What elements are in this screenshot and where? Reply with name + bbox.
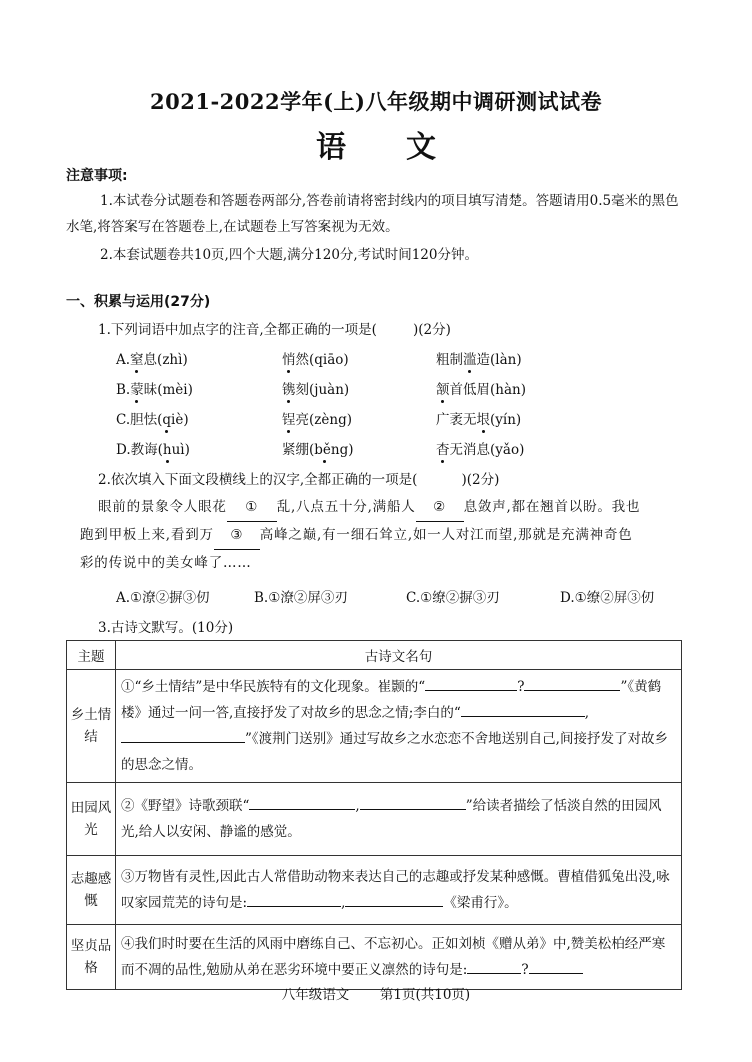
word-rest: 胆	[130, 412, 144, 428]
dotted-char: 蒙	[130, 382, 144, 398]
passage-line-1	[98, 494, 692, 522]
q1-option-label: C.	[116, 412, 131, 428]
answer-blank[interactable]	[467, 973, 521, 974]
row-content	[116, 856, 682, 925]
content-text: ③万物皆有灵性,因此古人常借助动物来表达自己的志趣或抒发某种感慨。曹植借狐兔出没,咏叹家园荒芜的诗句是:	[121, 869, 670, 911]
col-theme-header: 主题	[67, 641, 116, 670]
notice-heading: 注意事项:	[66, 168, 128, 184]
q1-option-d-word2	[282, 438, 354, 458]
section-1-heading: 一、积累与运用(27分)	[66, 294, 211, 310]
row-theme: 志趣感慨	[67, 856, 116, 925]
row-theme: 乡土情结	[67, 670, 116, 783]
q1-option-c-word2	[282, 408, 352, 428]
passage-text: 眼前的景象令人眼花	[98, 499, 227, 515]
dotted-char: 锃	[282, 412, 296, 428]
row-content	[116, 670, 682, 783]
passage-blank-1: ①	[227, 494, 277, 522]
content-text: 《黄鹤楼》通过一问一答,直接抒发了对故乡的思念之情;李白的“	[121, 679, 662, 721]
poetry-table-header	[67, 641, 682, 670]
passage-line-3: 彩的传说中的美女峰了……	[80, 555, 252, 571]
row-theme: 坚贞品格	[67, 925, 116, 990]
q1-option-b-word2	[282, 378, 349, 398]
question-2-passage	[80, 494, 692, 577]
answer-blank[interactable]	[249, 809, 355, 810]
table-row	[67, 856, 682, 925]
exam-subject: 语文	[316, 130, 496, 165]
content-text: ”《渡荆门送别》通过写故乡之水恋恋不舍地送别自己,间接抒发了对故乡的思念之情。	[121, 731, 668, 773]
footer-page-number: 第1页(共10页)	[379, 987, 471, 1003]
page-footer	[0, 983, 752, 1003]
passage-blank-3: ③	[214, 522, 260, 550]
answer-blank[interactable]	[345, 906, 443, 907]
word-rest: 昧(mèi)	[143, 382, 193, 398]
dotted-char: 杳	[436, 442, 450, 458]
passage-text: 乱,八点五十分,满船人	[276, 499, 416, 515]
dotted-char: 镌	[282, 382, 296, 398]
answer-blank[interactable]	[524, 690, 620, 691]
word-rest: 造(làn)	[476, 352, 522, 368]
passage-text: 高峰之巅,有一细石耸立,如一人对江而望,那就是充满神奇色	[259, 527, 633, 543]
row-theme: 田园风光	[67, 783, 116, 856]
passage-line-2	[80, 522, 692, 550]
answer-blank[interactable]	[529, 973, 583, 974]
word-rest: 息(zhì)	[143, 352, 188, 368]
q1-option-d-word3	[436, 438, 524, 458]
dotted-char: 悄	[282, 352, 296, 368]
question-3-stem: 3.古诗文默写。(10分)	[98, 620, 234, 636]
row-content	[116, 925, 682, 990]
word-rest: 紧	[282, 442, 296, 458]
q1-option-label: D.	[116, 442, 131, 458]
q1-option-label: A.	[116, 352, 131, 368]
word-rest: 首低眉(hàn)	[449, 382, 526, 398]
col-lines-header: 古诗文名句	[116, 641, 682, 670]
q2-option-a: A.①潦②摒③仞	[116, 590, 210, 606]
q1-option-b-word1	[116, 378, 193, 398]
exam-title: 2021-2022学年(上)八年级期中调研测试试卷	[150, 89, 602, 114]
footer-subject: 八年级语文	[281, 987, 350, 1003]
table-row	[67, 670, 682, 783]
answer-blank[interactable]	[121, 742, 245, 743]
content-text: ,	[341, 895, 346, 911]
content-text: ?	[517, 679, 525, 695]
dotted-char: 绷(běng)	[295, 442, 354, 458]
content-text: ,	[584, 705, 590, 721]
content-text: ①“乡土情结”是中华民族特有的文化现象。崔颢的“	[121, 679, 426, 695]
question-2-score: )(2分)	[461, 472, 500, 488]
notice-item-2: 2.本套试题卷共10页,四个大题,满分120分,考试时间120分钟。	[100, 247, 478, 263]
row-content	[116, 783, 682, 856]
content-text: ④我们时时要在生活的风雨中磨练自己、不忘初心。正如刘桢《赠从弟》中,赞美松柏经严寒而不凋的品性,勉励从弟在恶劣环境中要正义凛然的诗句是:	[121, 936, 666, 978]
word-rest: 无消息(yǎo)	[449, 442, 525, 458]
table-row	[67, 783, 682, 856]
q1-option-b-word3	[436, 378, 526, 398]
q2-option-b: B.①潦②屏③刃	[254, 590, 348, 606]
question-2-stem-text: 2.依次填入下面文段横线上的汉字,全都正确的一项是(	[98, 472, 418, 488]
word-rest: 粗制	[436, 352, 463, 368]
q1-option-label: B.	[116, 382, 131, 398]
passage-text: 息敛声,都在翘首以盼。我也	[463, 499, 641, 515]
q2-option-c: C.①缭②摒③刃	[406, 590, 500, 606]
word-rest: 教	[130, 442, 145, 458]
passage-blank-2: ②	[416, 494, 464, 522]
content-text: ②《野望》诗歌颈联“	[121, 798, 250, 814]
notice-item-1: 1.本试卷分试题卷和答题卷两部分,答卷前请将密封线内的项目填写清楚。答题请用0.5毫米的黑色水笔,将答案写在答题卷上,在试题卷上写答案视为无效。	[66, 193, 679, 235]
answer-blank[interactable]	[360, 809, 466, 810]
dotted-char: 垠	[476, 412, 490, 428]
poetry-table	[66, 640, 682, 990]
word-rest: 亮(zèng)	[295, 412, 352, 428]
q1-option-d-word1	[116, 438, 190, 458]
q1-option-c-word3	[436, 408, 521, 428]
q1-option-a-word3	[436, 348, 522, 368]
content-text: 《梁甫行》。	[443, 895, 518, 911]
question-2-stem	[98, 468, 499, 488]
content-text: ”	[620, 679, 628, 695]
dotted-char: 颔	[436, 382, 450, 398]
q2-option-d: D.①缭②屏③仞	[560, 590, 655, 606]
question-1-stem-text: 1.下列词语中加点字的注音,全都正确的一项是(	[98, 322, 377, 338]
answer-blank[interactable]	[247, 906, 341, 907]
answer-blank[interactable]	[461, 716, 585, 717]
word-rest: (yín)	[490, 412, 522, 428]
question-1-score: )(2分)	[412, 322, 451, 338]
word-rest: 广袤无	[436, 412, 477, 428]
passage-text: 跑到甲板上来,看到万	[80, 527, 214, 543]
q1-option-a-word2	[282, 348, 349, 368]
q1-option-a-word1	[116, 348, 188, 368]
content-text: ,	[355, 798, 360, 814]
dotted-char: 怯(qiè)	[143, 412, 189, 428]
table-row	[67, 925, 682, 990]
answer-blank[interactable]	[425, 690, 517, 691]
dotted-char: 窒	[130, 352, 144, 368]
question-1-stem	[98, 318, 451, 338]
content-text: ?	[521, 962, 529, 978]
word-rest: 然(qiāo)	[295, 352, 349, 368]
dotted-char: 滥	[463, 352, 477, 368]
q1-option-c-word1	[116, 408, 189, 428]
dotted-char: 诲(huì)	[144, 442, 190, 458]
word-rest: 刻(juàn)	[295, 382, 350, 398]
content-text: ”给读者描绘了恬淡自然的田园风光,给人以安闲、静谧的感觉。	[121, 798, 662, 840]
